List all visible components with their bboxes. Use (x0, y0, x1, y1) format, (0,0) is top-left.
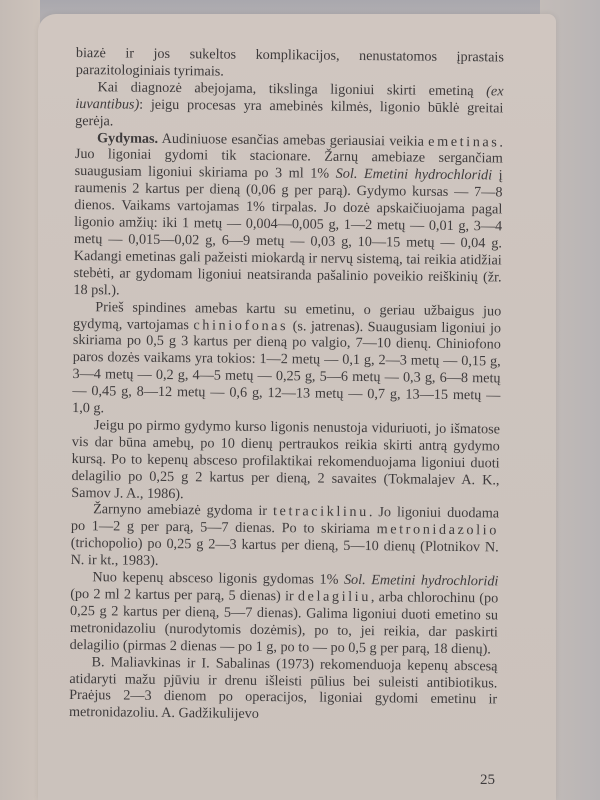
paragraph (73, 130, 503, 304)
text-run: (s. jatrenas). Suaugusiam ligoniui jo skiriama po 0,5 g 3 kartus per dieną po valgio, 7—10 dienų. Chiniofono paros dozės vaikams yra tokios: 1—2 metų — 0,1 g, 2—3 metų — 0,15 g, 3—4 metų — 0,2 g, 4—5 metų — 0,25 g, 5—6 metų — 0,3 g, 6—8 metų — 0,45 g, 8—12 metų — 0,6 g, 12—13 metų — 0,7 g, 13—15 metų — 1,0 g. (72, 317, 502, 417)
latin-term: Sol. Emetini hydrochloridi (343, 571, 499, 590)
section-heading: Gydymas. (96, 129, 159, 147)
latin-term: (ex iuvantibus) (75, 83, 504, 113)
text-run: . Jo ligoniui duodama po 1—2 g per parą, 5—7 dienas. Po to skiriama (70, 504, 500, 538)
text-run: : jeigu procesas yra amebinės kilmės, ligonio būklė greitai gerėja. (75, 96, 504, 130)
text-run: B. Maliavkinas ir I. Sabalinas (1973) rekomenduoja kepenų abscesą atidaryti mažu pjūviu ir drenu išleisti pūlius bei suleisti antibiotikus. Praėjus 2—3 dienom po operacijos, ligoniai gydomi emetinu ir metronidazoliu. A. Gadžikulijevo (68, 653, 498, 723)
text-run: Audiniuose esančias amebas geriausiai veikia (158, 130, 429, 150)
paragraph (72, 299, 501, 422)
text-run: biazė ir jos sukeltos komplikacijos, nenustatomos įprastais parazitologiniais tyrimais. (75, 45, 504, 80)
paragraph (75, 79, 504, 134)
text-run: Jeigu po pirmo gydymo kurso ligonis nenustoja viduriuoti, jo išmatose vis dar būna amebų, po 10 dienų pertraukos reikia skirti antrą gydymo kursą. Po to kepenų absceso profilaktikai rekomenduojama ligoniui duoti delagilio po 0,25 g 2 kartus per dieną, 2 savaites (Tokmalajev A. K., Samov J. A., 1986). (71, 417, 501, 502)
drug-name: tetraciklinu (272, 503, 369, 521)
text-run: Žarnyno amebiazė gydoma ir (93, 501, 274, 520)
text-run: (trichopolio) po 0,25 g 2—3 kartus per dieną, 5—10 dienų (Plotnikov N. N. ir kt., 1983). (70, 535, 499, 570)
page-body-text (69, 45, 504, 726)
text-run: , arba chlorochinu (po 0,25 g 2 kartus per dieną, 5—7 dienas). Galima ligoniui duoti emetino su metronidazoliu (nurodytomis dozėmis), po to, jei reikia, dar paskirti delagilio (pirmas 2 dienas — po 1 g, po to — po 0,5 g per parą, 18 dienų). (69, 589, 499, 658)
paragraph (71, 417, 500, 506)
drug-name: emetinas (428, 133, 500, 150)
paragraph (76, 45, 504, 83)
drug-name: delagiliu (297, 588, 372, 606)
paragraph (71, 501, 500, 573)
latin-term: Sol. Emetini hydrochloridi (335, 166, 493, 184)
page-number: 25 (480, 772, 495, 788)
text-run: Prieš spindines amebas kartu su emetinu, o geriau užbaigus juo gydymą, vartojamas (72, 298, 502, 333)
text-run: į raumenis 2 kartus per dieną (0,06 g per parą). Gydymo kursas — 7—8 dienos. Vaikams vartojamas 1% tirpalas. Jo dozė apskaičiuojama pagal ligonio amžių: iki 1 metų — 0,004—0,005 g, 1—2 metų — 0,01 g, 3—4 metų — 0,015—0,02 g, 6—9 metų — 0,03 g, 10—15 metų — 0,04 g. Kadangi emetinas gali pažeisti miokardą ir nervų sistemą, tai reikia atidžiai stebėti, ar gydomam ligoniui neatsiranda pašalinio poveikio reiškinių (žr. 18 psl.). (73, 167, 503, 299)
paragraph (69, 654, 498, 726)
text-run: Kai diagnozė abejojama, tikslinga ligoniui skirti emetiną (97, 79, 487, 100)
text-run: (po 2 ml 2 kartus per parą, 5 dienas) ir (70, 585, 298, 605)
text-run: Nuo kepenų absceso ligonis gydomas 1% (92, 569, 345, 588)
drug-name: metronidazolio (376, 521, 500, 539)
paragraph (70, 569, 499, 658)
adjacent-page-edge (0, 0, 40, 800)
drug-name: chiniofonas (193, 316, 289, 334)
text-run: . Juo ligoniai gydomi tik stacionare. Žarnų amebiaze sergančiam suaugusiam ligoniui skiriama po 3 ml 1% (74, 133, 504, 183)
